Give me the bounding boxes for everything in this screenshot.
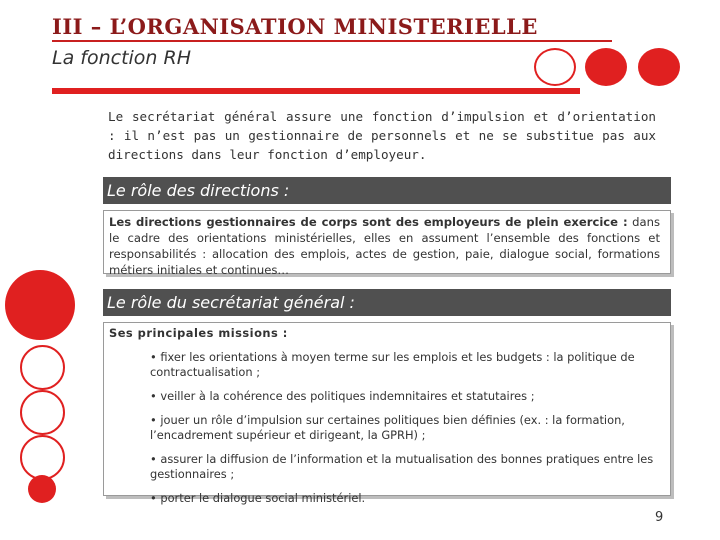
directions-lead: Les directions gestionnaires de corps sont des employeurs de plein exercice : <box>109 215 628 229</box>
section-banner-directions: Le rôle des directions : <box>103 177 671 204</box>
decor-circle-outline <box>20 390 65 435</box>
list-item: • porter le dialogue social ministériel. <box>150 491 366 505</box>
decor-circle-filled <box>5 270 75 340</box>
decor-circle-filled <box>585 48 627 86</box>
page-subtitle: La fonction RH <box>52 47 191 69</box>
list-item: • jouer un rôle d’impulsion sur certaines politiques bien définies (ex. : la formation, l’encadrement supérieur et dirigeant, la GPRH) ; <box>150 413 625 442</box>
directions-body: dans le cadre des orientations ministérielles, elles en assument l’ensemble des fonctions et responsabilités : allocation des emplois, actes de gestion, paie, dialogue social, formations métiers initiales et continues… <box>109 215 660 277</box>
missions-heading: Ses principales missions : <box>109 326 288 340</box>
accent-bar <box>52 88 580 94</box>
directions-box <box>103 210 671 277</box>
title-underline <box>52 40 612 42</box>
missions-list <box>109 350 662 506</box>
decor-circle-filled <box>28 475 56 503</box>
decor-circle-filled <box>638 48 680 86</box>
list-item: • veiller à la cohérence des politiques indemnitaires et statutaires ; <box>150 389 535 403</box>
decor-circle-outline <box>534 48 576 86</box>
missions-box <box>103 322 671 505</box>
page-number: 9 <box>655 510 664 525</box>
section-banner-secretariat: Le rôle du secrétariat général : <box>103 289 671 316</box>
decor-circle-outline <box>20 345 65 390</box>
list-item: • fixer les orientations à moyen terme sur les emplois et les budgets : la politique de contractualisation ; <box>150 350 635 379</box>
page-title: III – L’ORGANISATION MINISTERIELLE <box>52 14 538 39</box>
list-item: • assurer la diffusion de l’information et la mutualisation des bonnes pratiques entre les gestionnaires ; <box>150 452 654 481</box>
decor-circle-outline <box>20 435 65 480</box>
intro-paragraph: Le secrétariat général assure une fonction d’impulsion et d’orientation : il n’est pas un gestionnaire de personnels et ne se substitue pas aux directions dans leur fonction d’employeur. <box>108 109 656 162</box>
